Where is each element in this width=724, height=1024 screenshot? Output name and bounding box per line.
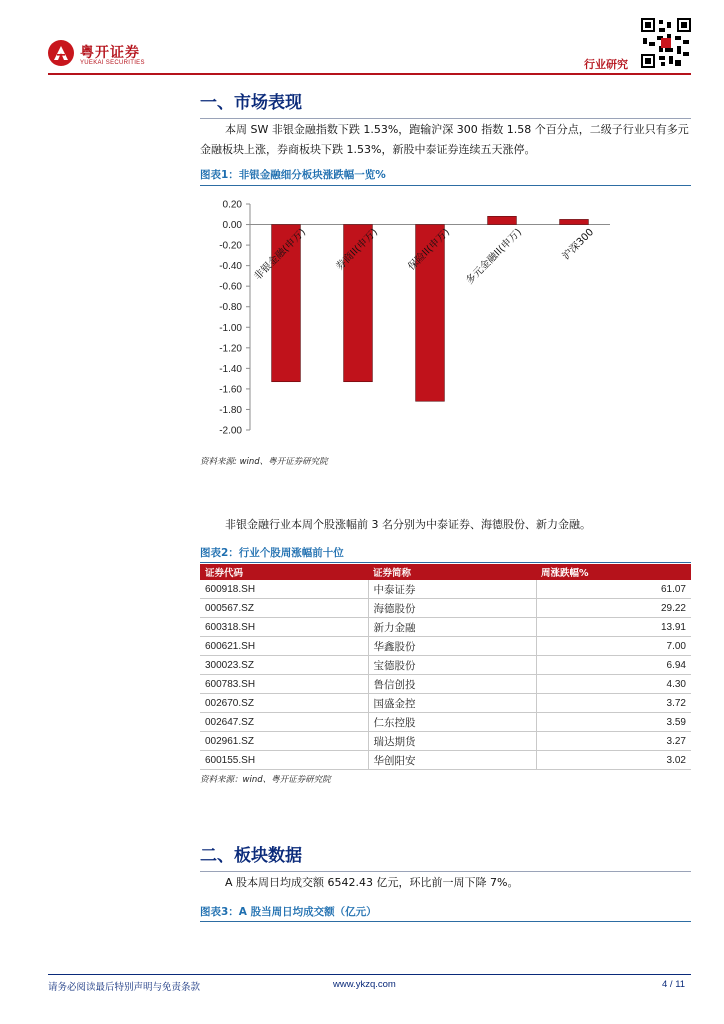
category-label: 非银金融(申万) <box>252 226 309 283</box>
company-logo-icon <box>48 40 74 66</box>
figure-1-title: 图表1：非银金融细分板块涨跌幅一览% <box>200 169 386 181</box>
y-tick-label: -1.60 <box>219 384 242 396</box>
stock-code-cell: 600621.SH <box>200 637 368 656</box>
weekly-change-cell: 3.27 <box>536 732 691 751</box>
top-stocks-paragraph: 非银金融行业本周个股涨幅前 3 名分别为中泰证券、海德股份、新力金融。 <box>225 518 591 531</box>
column-header-name: 证券简称 <box>368 564 536 580</box>
stock-name-cell: 鲁信创投 <box>368 675 536 694</box>
section-1-title: 一、市场表现 <box>200 93 302 113</box>
y-tick-label: 0.20 <box>222 199 242 211</box>
stock-name-cell: 瑞达期货 <box>368 732 536 751</box>
stock-name-cell: 中泰证券 <box>368 580 536 599</box>
bar <box>560 219 589 224</box>
header-divider <box>48 73 691 75</box>
stock-name-cell: 国盛金控 <box>368 694 536 713</box>
section-2-underline <box>200 871 691 872</box>
stock-code-cell: 002961.SZ <box>200 732 368 751</box>
weekly-change-cell: 61.07 <box>536 580 691 599</box>
stock-code-cell: 600318.SH <box>200 618 368 637</box>
weekly-change-cell: 7.00 <box>536 637 691 656</box>
bar <box>488 216 517 224</box>
figure-1-title-rule <box>200 185 691 186</box>
section-2 <box>200 841 691 872</box>
table-row <box>200 694 691 713</box>
table-row <box>200 751 691 770</box>
figure-2-source: 资料来源：wind、粤开证券研究院 <box>200 775 331 785</box>
figure-3-title-rule <box>200 921 691 922</box>
stock-code-cell: 600918.SH <box>200 580 368 599</box>
footer-page-number: 4 / 11 <box>662 979 686 990</box>
table-row <box>200 675 691 694</box>
stock-code-cell: 600783.SH <box>200 675 368 694</box>
stock-name-cell: 新力金融 <box>368 618 536 637</box>
table-row <box>200 656 691 675</box>
table-body <box>200 580 691 770</box>
table-row <box>200 732 691 751</box>
market-summary-paragraph: 本周 SW 非银金融指数下跌 1.53%，跑输沪深 300 指数 1.58 个百分点，二级子行业只有多元金融板块上涨，券商板块下跌 1.53%，新股中泰证券连续五天涨停。 <box>200 123 689 156</box>
y-tick-label: -1.40 <box>219 363 242 375</box>
y-tick-label: -1.80 <box>219 404 242 416</box>
section-1 <box>200 88 691 119</box>
weekly-change-cell: 3.72 <box>536 694 691 713</box>
table-row <box>200 618 691 637</box>
y-tick-label: -0.80 <box>219 302 242 314</box>
weekly-change-cell: 6.94 <box>536 656 691 675</box>
footer-disclaimer: 请务必阅读最后特别声明与免责条款 <box>48 982 201 993</box>
category-label: 券商II(申万) <box>334 226 381 273</box>
footer-website-link[interactable]: www.ykzq.com <box>333 979 396 990</box>
qr-code-icon <box>641 18 691 68</box>
section-1-underline <box>200 118 691 119</box>
table-header-row <box>200 564 691 580</box>
weekly-change-cell: 13.91 <box>536 618 691 637</box>
weekly-change-cell: 3.02 <box>536 751 691 770</box>
turnover-paragraph: A 股本周日均成交额 6542.43 亿元，环比前一周下降 7%。 <box>225 876 519 889</box>
weekly-change-cell: 29.22 <box>536 599 691 618</box>
y-tick-label: -2.00 <box>219 425 242 437</box>
stock-code-cell: 002670.SZ <box>200 694 368 713</box>
weekly-change-cell: 3.59 <box>536 713 691 732</box>
weekly-change-cell: 4.30 <box>536 675 691 694</box>
y-tick-label: -0.60 <box>219 281 242 293</box>
y-tick-label: -0.40 <box>219 261 242 273</box>
y-tick-label: -0.20 <box>219 240 242 252</box>
column-header-code: 证券代码 <box>200 564 368 580</box>
section-2-title: 二、板块数据 <box>200 846 302 866</box>
stock-code-cell: 300023.SZ <box>200 656 368 675</box>
stock-name-cell: 华创阳安 <box>368 751 536 770</box>
stock-code-cell: 000567.SZ <box>200 599 368 618</box>
category-label: 沪深300 <box>560 226 597 263</box>
table-row <box>200 580 691 599</box>
y-tick-label: -1.00 <box>219 322 242 334</box>
company-name: 粤开证券 <box>80 45 140 61</box>
stock-name-cell: 宝德股份 <box>368 656 536 675</box>
company-name-english: YUEKAI SECURITIES <box>80 60 145 66</box>
report-category: 行业研究 <box>584 58 628 71</box>
figure-2-title: 图表2：行业个股周涨幅前十位 <box>200 547 344 559</box>
top-gainers-table <box>200 564 691 770</box>
stock-code-cell: 002647.SZ <box>200 713 368 732</box>
category-label: 保险II(申万) <box>406 226 453 273</box>
table-row <box>200 713 691 732</box>
stock-name-cell: 海德股份 <box>368 599 536 618</box>
sector-change-bar-chart <box>200 190 620 450</box>
stock-name-cell: 华鑫股份 <box>368 637 536 656</box>
y-tick-label: -1.20 <box>219 343 242 355</box>
stock-name-cell: 仁东控股 <box>368 713 536 732</box>
table-row <box>200 637 691 656</box>
table-row <box>200 599 691 618</box>
column-header-change: 周涨跌幅% <box>536 564 691 580</box>
y-tick-label: 0.00 <box>222 220 242 232</box>
figure-3-title: 图表3：A 股当周日均成交额（亿元） <box>200 906 377 918</box>
stock-code-cell: 600155.SH <box>200 751 368 770</box>
figure-2-title-rule <box>200 562 691 563</box>
footer-divider <box>48 974 691 975</box>
category-label: 多元金融II(申万) <box>464 226 525 287</box>
figure-1-source: 资料来源: wind、粤开证券研究院 <box>200 457 328 467</box>
